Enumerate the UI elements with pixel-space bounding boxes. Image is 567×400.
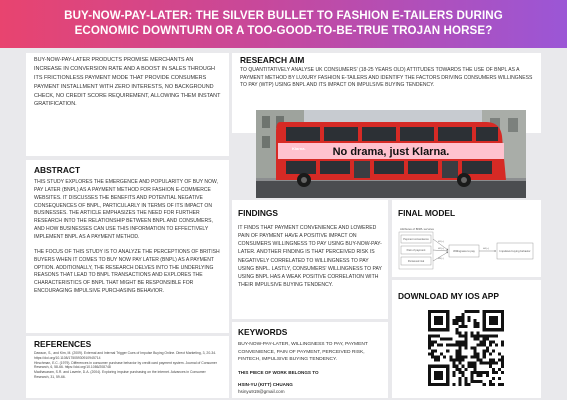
title-banner <box>0 0 567 48</box>
factor-label: Perceived risk <box>407 260 425 264</box>
references-heading: REFERENCES <box>34 339 92 349</box>
references-panel <box>26 336 229 398</box>
final-model-diagram <box>398 226 535 270</box>
bus-brand-mark: Klarna. <box>292 146 306 151</box>
findings-text: IT FINDS THAT PAYMENT CONVENIENCE AND LOWERED PAIN OF PAYMENT HAVE A POSITIVE IMPACT ON CONSUMERS WILLINGNESS TO PAY USING BUY-NOW-PAY-LATER. ANOTHER FINDING IS THAT PERCEIVED RISK IS NEGATIVELY CORRELATED TO WILLINGNESS TO PAY USING BNPL. LASTLY, CONSUMERS' WILLINGNESS TO PAY USING BNPL HAS A WEAK POSITIVE CORRELATION WITH THEIR IMPULSIVE BUYING TENDENCY. <box>238 225 382 288</box>
keywords-text: BUY-NOW-PAY-LATER, WILLINGNESS TO PAY, PAYMENT CONVENIENCE, PAIN OF PAYMENT, PERCEIVED RISK, FINTECH, IMPULSIVE BUYING TENDENCY. <box>238 342 368 363</box>
intro-text: BUY-NOW-PAY-LATER PRODUCTS PROMISE MERCHANTS AN INCREASE IN CONVERSION RATE AND A BOOST IN SALES THROUGH ITS FRICTIONLESS PAYMENT MODE THAT PROVIDE CONSUMERS PAYMENT INSTALLMENT WITH ZERO INTERESTS, NO BACKGROUND CHECK, NO CREDIT SCORE REQUIREMENT, ALLOWING THEM INSTANT GRATIFICATION. <box>34 57 221 108</box>
download-panel <box>392 280 541 398</box>
reference-link[interactable]: https://doi.org/10.1108/17505930910945714 <box>34 355 101 360</box>
download-heading: DOWNLOAD MY IOS APP <box>398 291 499 301</box>
mediator-label: Willingness to pay <box>453 250 475 254</box>
final-model-heading: FINAL MODEL <box>398 208 456 218</box>
final-model-panel <box>392 200 541 277</box>
research-aim-text: TO QUANTITATIVELY ANALYSE UK CONSUMERS' (18-25 YEARS OLD) ATTITUDES TOWARDS THE USE OF BNPL AS A PAYMENT METHOD BY LUXURY FASHION E-TAILERS AND IDENTIFY THE FACTORS DRIVING CONSUMERS WILLINGNESS TO PAY (WTP) USING BNPL AND ITS IMPACT ON IMPULSIVE BUYING TENDENCY. <box>240 67 533 89</box>
factors-title: Attributes of BNPL services <box>400 226 434 231</box>
factor-label: Payment convenience <box>403 238 429 242</box>
bus-slogan: No drama, just Klarna. <box>332 146 450 158</box>
research-aim-heading: RESEARCH AIM <box>240 55 305 65</box>
abstract-paragraph: THE FOCUS OF THIS STUDY IS TO ANALYZE THE PERCEPTIONS OF BRITISH BUYERS WHEN IT COMES TO BUY NOW PAY LATER (BNPL) AS A PAYMENT OPTION. ADDITIONALLY, THE RESEARCH DELVES INTO THE UNDERLYING REASONS THAT LEAD TO BNPL TRANSACTIONS AND EXPLORES THE CHARACTERISTICS OF BNPL THAT MIGHT BE RESPONSIBLE FOR ENCOURAGING IMPULSIVE PURCHASING BEHAVIOR. <box>34 248 220 295</box>
relation-label: H2 (+) <box>438 248 445 250</box>
reference-item: Dawson, S., and Kim, M. (2009). External and Internal Trigger Cues of Impulse Buying Online. Direct Marketing, 3, 20-34. <box>34 351 217 355</box>
relation-label: H4 (+) <box>483 248 490 250</box>
findings-panel <box>232 200 388 319</box>
keywords-heading: KEYWORDS <box>238 327 288 337</box>
reference-item: Hirschman, E.C. (1979). Differences in consumer purchase behavior by credit card payment system. Journal of Consumer Research, 6, 58-66. https://doi.org/10.1086/208748 <box>34 360 217 370</box>
klarna-bus-photo <box>256 110 526 198</box>
intro-panel <box>26 53 229 156</box>
relation-label: H1 (+) <box>438 241 445 243</box>
factor-label: Pain of payment <box>406 249 426 253</box>
outcome-label: Impulsive buying behavior <box>499 250 531 253</box>
abstract-panel <box>26 160 229 333</box>
abstract-heading: ABSTRACT <box>34 165 81 175</box>
poster-title: BUY-NOW-PAY-LATER: THE SILVER BULLET TO FASHION E-TAILERS DURING ECONOMIC DOWNTURN OR A TOO-GOOD-TO-BE-TRUE TROJAN HORSE? <box>64 9 503 37</box>
abstract-paragraph: THIS STUDY EXPLORES THE EMERGENCE AND POPULARITY OF BUY NOW, PAY LATER (BNPL) AS A PAYMENT METHOD FOR FASHION E-COMMERCE WEBSITES. IT DISCUSSES THE BENEFITS AND POTENTIAL NEGATIVE CONSEQUENCES OF BNPL, PARTICULARLY IN TERMS OF ITS IMPACT ON BUSINESSES. THE ARTICLE EMPHASIZES THE NEED FOR FURTHER RESEARCH INTO THE RELATIONSHIP BETWEEN BNPL AND CONSUMERS, AND HOW BUSINESSES CAN USE THIS INFORMATION TO EFFECTIVELY IMPLEMENT BNPL AS A PAYMENT METHOD. <box>34 179 218 241</box>
author-name: HSIN-YU (KITT) CHUANG <box>238 382 293 388</box>
credit-line: THIS PIECE OF WORK BELONGS TO <box>238 369 319 375</box>
keywords-panel <box>232 322 388 398</box>
findings-heading: FINDINGS <box>238 208 279 218</box>
app-qr-code[interactable] <box>428 310 504 386</box>
author-email[interactable]: hsinyu919@gmail.com <box>238 389 285 395</box>
relation-label: H3 (-) <box>438 258 444 260</box>
reference-item: Madhavaram, S.R. and Laverie, D.A. (2004). Exploring impulse purchasing on the internet. Advances in Consumer Research, 31, 59-66. <box>34 370 206 380</box>
